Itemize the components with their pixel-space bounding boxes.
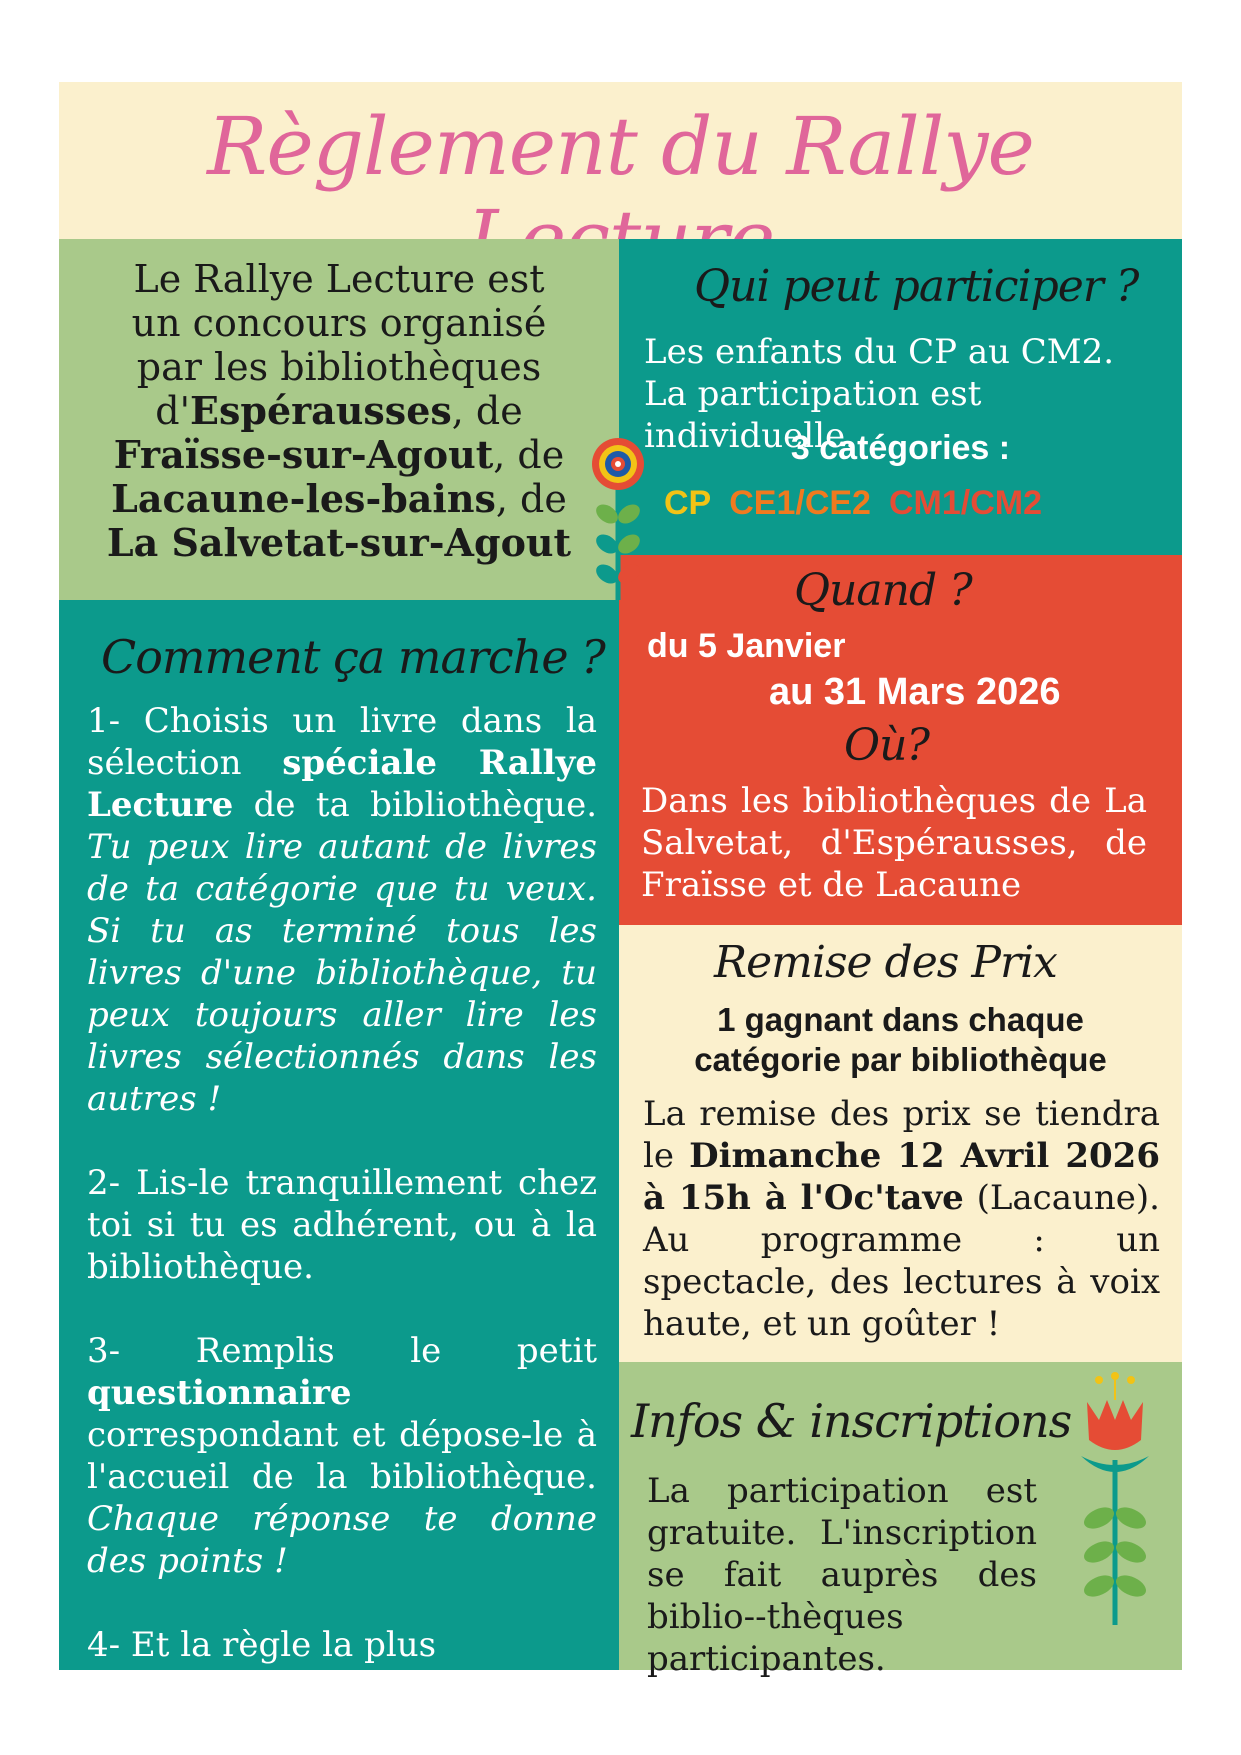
categories-label: 3 catégories :: [790, 429, 1011, 467]
step-1-mid: de ta bibliothèque.: [233, 785, 597, 825]
quand-date-end: au 31 Mars 2026: [769, 671, 1061, 713]
quand-panel: [619, 555, 1182, 925]
qui-panel: [619, 239, 1182, 555]
qui-text: Les enfants du CP au CM2. La participation est individuelle.: [644, 332, 1115, 456]
comment-steps: [87, 700, 597, 1750]
comment-panel: [59, 600, 619, 1749]
infos-heading: Infos & inscriptions: [631, 1394, 1072, 1448]
remise-heading: Remise des Prix: [714, 937, 1057, 988]
step-3-mid: correspondant et dépose-le à l'accueil de la bibliothèque.: [87, 1415, 597, 1497]
intro-line: Le Rallye Lecture est: [133, 257, 545, 301]
step-1-text: 1- Choisis un livre dans la sélection: [87, 701, 597, 783]
step-1-bold: spéciale Rallye Lecture: [87, 743, 597, 825]
step-1-italic: Tu peux lire autant de livres de ta catégorie que tu veux. Si tu as terminé tous les livres d'une bibliothèque, tu peux toujours aller lire les livres sélectionnés dans les autres !: [87, 827, 597, 1119]
title-panel: [59, 82, 1182, 239]
step-4: [87, 1624, 597, 1750]
step-1: [87, 700, 597, 1120]
step-3: [87, 1330, 597, 1582]
intro-line: par les bibliothèques: [136, 345, 542, 389]
intro-line: , de: [493, 433, 565, 477]
remise-text: [643, 1093, 1160, 1345]
step-3-italic: Chaque réponse te donne des points !: [87, 1499, 597, 1581]
remise-text-post: (Lacaune). Au programme : un spectacle, des lectures à voix haute, et un goûter !: [643, 1178, 1160, 1344]
intro-text: [79, 257, 599, 565]
categories-list: [664, 484, 1172, 523]
infos-text: La participation est gratuite. L'inscription se fait auprès des biblio--thèques participantes.: [647, 1471, 1037, 1679]
comment-heading: Comment ça marche ?: [101, 630, 605, 684]
step-4-text: 4- Et la règle la plus importante...: [87, 1625, 437, 1707]
intro-bold: Lacaune-les-bains: [111, 476, 496, 521]
intro-line: , de: [451, 389, 523, 433]
remise-text-pre: La remise des prix se tiendra le: [643, 1094, 1160, 1176]
category-cm: CM1/CM2: [888, 484, 1042, 522]
category-ce: CE1/CE2: [729, 484, 871, 522]
qui-heading: Qui peut participer ?: [694, 261, 1139, 312]
remise-text-bold: Dimanche 12 Avril 2026 à 15h à l'Oc'tave: [643, 1136, 1160, 1218]
intro-line: , de: [495, 477, 567, 521]
intro-panel: [59, 239, 619, 600]
remise-panel: [619, 925, 1182, 1362]
intro-line: un concours organisé: [131, 301, 547, 345]
step-4-bold: Amuse-toi !: [87, 1709, 308, 1749]
ou-heading: Où?: [844, 720, 929, 771]
step-2: 2- Lis-le tranquillement chez toi si tu es adhérent, ou à la bibliothèque.: [87, 1163, 597, 1287]
intro-bold: Fraïsse-sur-Agout: [113, 432, 494, 477]
ou-text: Dans les bibliothèques de La Salvetat, d'Espérausses, de Fraïsse et de Lacaune: [641, 781, 1147, 905]
tulip-icon: [1075, 1370, 1155, 1630]
flower-icon: [583, 432, 653, 602]
remise-winners-line: 1 gagnant dans chaque: [717, 1001, 1084, 1038]
intro-bold: La Salvetat-sur-Agout: [106, 520, 572, 565]
quand-heading: Quand ?: [794, 565, 972, 616]
remise-winners: [619, 1000, 1182, 1080]
step-3-text: 3- Remplis le petit: [87, 1331, 597, 1371]
remise-winners-line: catégorie par bibliothèque: [694, 1041, 1107, 1078]
intro-line: d': [155, 389, 191, 433]
step-3-bold: questionnaire: [87, 1373, 352, 1413]
category-cp: CP: [664, 484, 712, 522]
quand-date-start: du 5 Janvier: [647, 627, 846, 665]
intro-bold: Espérausses: [190, 388, 452, 433]
page-title: Règlement du Rallye: [207, 100, 1034, 193]
